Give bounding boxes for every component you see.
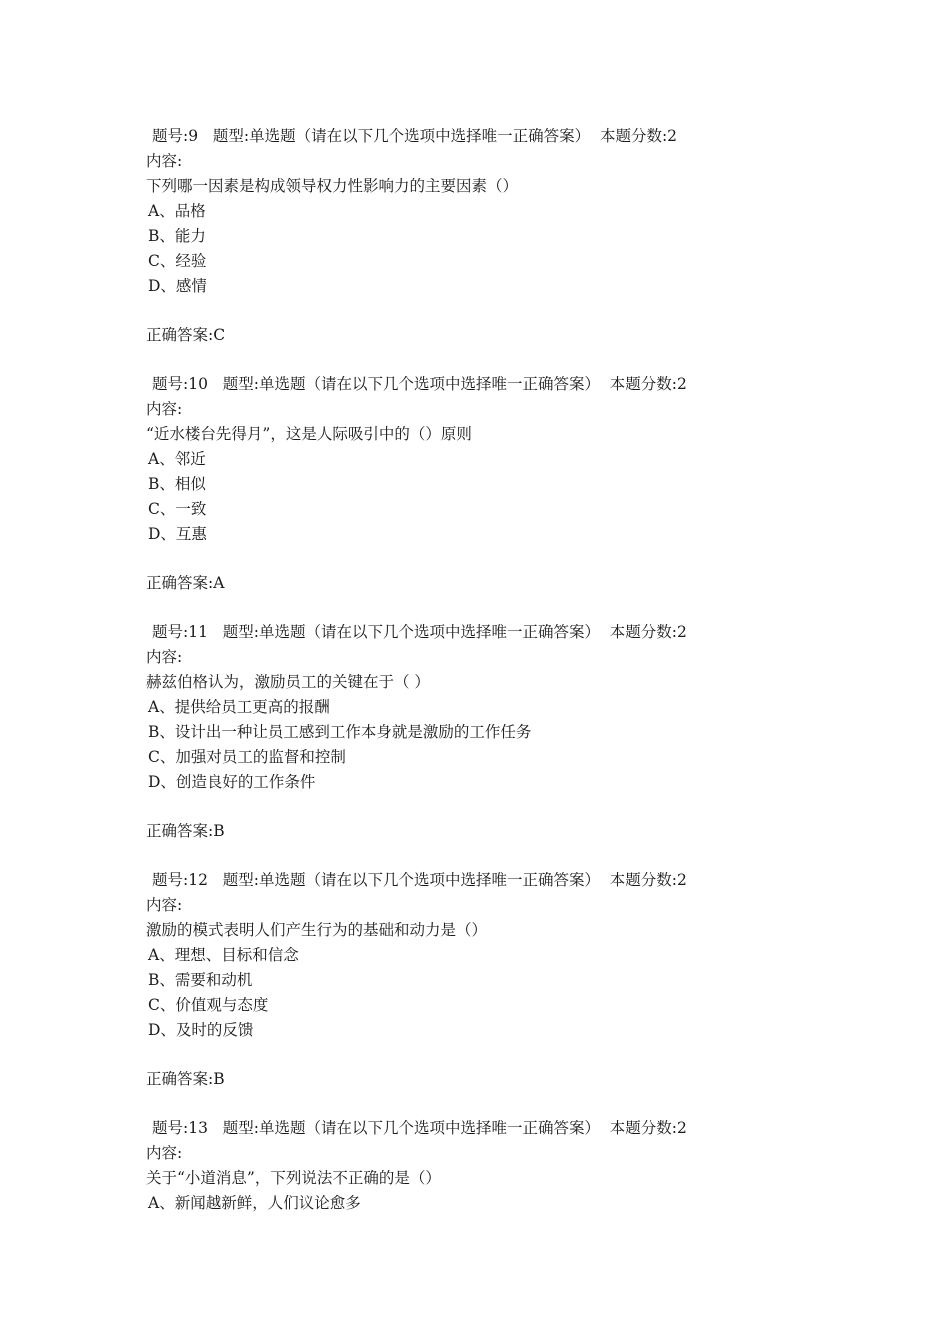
question-block (146, 1116, 846, 1216)
question-header: 题号:9 题型:单选题（请在以下几个选项中选择唯一正确答案） 本题分数:2 (152, 127, 678, 145)
option-a: A、品格 (148, 202, 206, 220)
option-d: D、感情 (148, 277, 207, 295)
option-a: A、新闻越新鲜，人们议论愈多 (148, 1194, 361, 1212)
question-stem: 下列哪一因素是构成领导权力性影响力的主要因素（） (146, 177, 519, 195)
option-d: D、创造良好的工作条件 (148, 773, 316, 791)
option-c: C、价值观与态度 (148, 996, 269, 1014)
option-a: A、提供给员工更高的报酬 (148, 698, 330, 716)
content-label: 内容: (146, 400, 183, 418)
document-page (146, 124, 846, 1216)
correct-answer: 正确答案:B (146, 1070, 225, 1088)
correct-answer: 正确答案:A (146, 574, 225, 592)
option-b: B、需要和动机 (148, 971, 253, 989)
question-stem: 关于“小道消息”，下列说法不正确的是（） (146, 1169, 441, 1187)
option-c: C、一致 (148, 500, 207, 518)
question-header: 题号:13 题型:单选题（请在以下几个选项中选择唯一正确答案） 本题分数:2 (152, 1119, 687, 1137)
question-block (146, 620, 846, 868)
content-label: 内容: (146, 1144, 183, 1162)
question-stem: 赫兹伯格认为，激励员工的关键在于（ ） (146, 673, 430, 691)
option-c: C、经验 (148, 252, 207, 270)
option-a: A、理想、目标和信念 (148, 946, 299, 964)
content-label: 内容: (146, 152, 183, 170)
question-header: 题号:10 题型:单选题（请在以下几个选项中选择唯一正确答案） 本题分数:2 (152, 375, 687, 393)
option-d: D、及时的反馈 (148, 1021, 254, 1039)
option-a: A、邻近 (148, 450, 206, 468)
content-label: 内容: (146, 648, 183, 666)
question-header: 题号:11 题型:单选题（请在以下几个选项中选择唯一正确答案） 本题分数:2 (152, 623, 687, 641)
option-d: D、互惠 (148, 525, 207, 543)
option-b: B、能力 (148, 227, 206, 245)
question-stem: “近水楼台先得月”，这是人际吸引中的（）原则 (146, 425, 472, 443)
question-stem: 激励的模式表明人们产生行为的基础和动力是（） (146, 921, 488, 939)
correct-answer: 正确答案:C (146, 326, 226, 344)
correct-answer: 正确答案:B (146, 822, 225, 840)
option-b: B、相似 (148, 475, 206, 493)
question-block (146, 868, 846, 1116)
question-header: 题号:12 题型:单选题（请在以下几个选项中选择唯一正确答案） 本题分数:2 (152, 871, 687, 889)
question-block (146, 372, 846, 620)
option-b: B、设计出一种让员工感到工作本身就是激励的工作任务 (148, 723, 532, 741)
content-label: 内容: (146, 896, 183, 914)
option-c: C、加强对员工的监督和控制 (148, 748, 346, 766)
question-block (146, 124, 846, 372)
